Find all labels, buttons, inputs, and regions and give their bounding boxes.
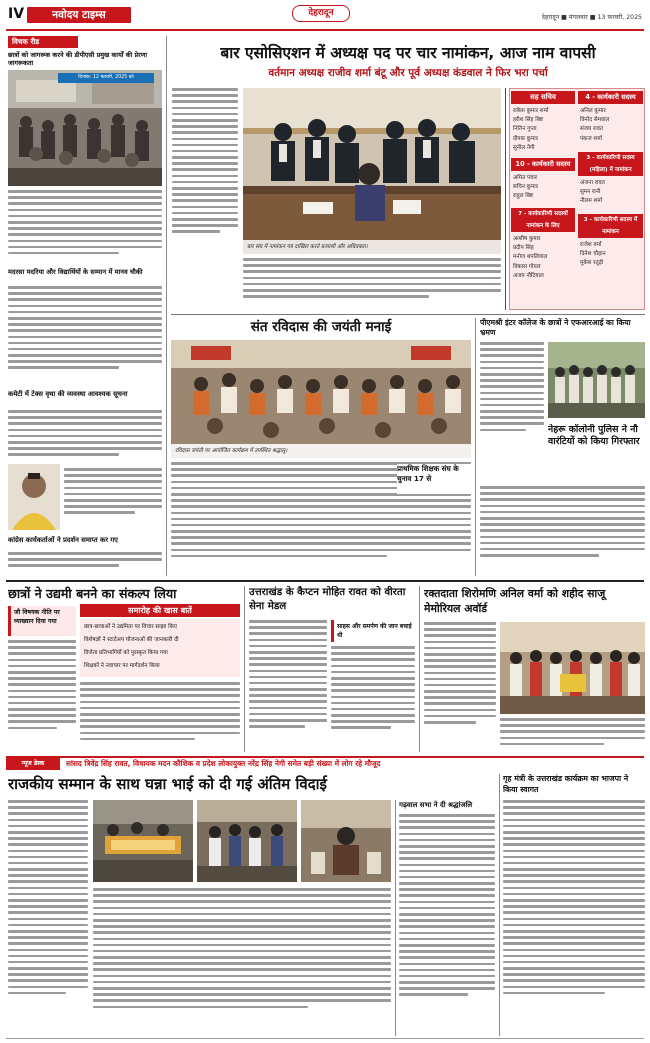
sidebar-box5-item: विकास गोयल bbox=[513, 263, 541, 270]
pm-school-body bbox=[480, 342, 544, 452]
sidebar-box2-item: पंकज शर्मा bbox=[580, 135, 602, 142]
prathamik-box bbox=[397, 464, 473, 494]
nehru-body bbox=[480, 486, 645, 574]
lead-body-bottom bbox=[243, 258, 501, 310]
sidebar-box3-title: 10 - कार्यकारी सदस्य bbox=[511, 158, 575, 171]
sidebar-box6-title: 3 - कार्यकारिणी सदस्य में नामांकन bbox=[578, 214, 643, 238]
sidebar-box5-item: मनोज थपलियाल bbox=[513, 254, 548, 261]
funeral-headline: राजकीय सम्मान के साथ घन्ना भाई को दी गई अंतिम विदाई bbox=[8, 775, 327, 793]
sidebar-box6-item: दिनेश चौहान bbox=[580, 251, 606, 258]
students-sub-box bbox=[8, 606, 76, 636]
funeral-divider bbox=[395, 800, 396, 1036]
lead-sidebar-divider bbox=[505, 88, 506, 310]
sidebar-box2-title: 4 - कार्यकारी सदस्य bbox=[578, 91, 643, 104]
bottom-divider-1 bbox=[244, 586, 245, 752]
samaroh-item: विशेषज्ञों ने स्टार्टअप योजनाओं की जानकारी दी bbox=[84, 637, 179, 643]
news-strip-label-text: न्यूज डेस्क bbox=[21, 760, 45, 767]
right-bottom-headline: गृह मंत्री के उत्तराखंड कार्यक्रम का भाजपा ने किया स्वागत bbox=[503, 774, 629, 794]
column-label bbox=[8, 36, 78, 48]
students-group-photo bbox=[548, 342, 645, 418]
sidebar-box4-title: 3 - कार्यकारिणी सदस्य (महिला) में नामांकन bbox=[578, 152, 643, 176]
sidebar-box1-item: हरीश सिंह बिष्ट bbox=[513, 117, 544, 124]
lead-photo-art bbox=[243, 88, 501, 254]
left-story-4-body bbox=[64, 468, 162, 530]
samaroh-list bbox=[80, 619, 240, 677]
sidebar-box2-list bbox=[580, 107, 642, 147]
funeral-photo-3-art bbox=[301, 800, 391, 882]
sidebar-box4-item: अंजना रावत bbox=[580, 180, 605, 186]
funeral-photo-1 bbox=[93, 800, 193, 882]
news-strip-text: सांसद त्रिवेंद्र सिंह रावत, विधायक मदन कौशिक व प्रदेश लोकायुक्त नरेंद्र सिंह नेगी समेत बड़ी संख्या में लोग रहे मौजूद bbox=[66, 759, 381, 768]
left-story-3-headline: कमेटी में टेक्स वृथा की व्यवस्था आवश्यक सूचना bbox=[8, 390, 128, 398]
news-strip-label bbox=[6, 758, 60, 770]
sidebar-box3-list bbox=[513, 174, 575, 204]
sidebar-box6-list bbox=[580, 241, 642, 271]
protest-photo-art bbox=[8, 70, 162, 186]
ravidas-headline: संत रविदास की जयंती मनाई bbox=[250, 319, 392, 335]
anil-body-2 bbox=[500, 718, 645, 750]
samaroh-item: शिक्षकों ने नवाचार पर मार्गदर्शन किया bbox=[84, 663, 160, 669]
masthead bbox=[0, 0, 650, 30]
gazette-headline: गढ़वाल सभा ने दी श्रद्धांजलि bbox=[399, 801, 473, 809]
uttarakhand-headline: उत्तराखंड के कैप्टन मोहित रावत को वीरता सेना मेडल bbox=[249, 587, 406, 612]
lead-photo bbox=[243, 88, 501, 254]
award-photo bbox=[500, 622, 645, 714]
city-name: देहरादून bbox=[308, 8, 334, 18]
funeral-body-2 bbox=[93, 888, 391, 1036]
news-strip bbox=[6, 756, 644, 770]
left-story-2-headline: मदरसा मदरिया और विद्यार्थियों के सम्मान में मानव चौकी bbox=[8, 268, 143, 276]
funeral-photo-2 bbox=[197, 800, 297, 882]
lead-headline: बार एसोसिएशन में अध्यक्ष पद पर चार नामांकन, आज नाम वापसी bbox=[220, 44, 596, 62]
sidebar-box1-title: सह सचिव bbox=[511, 91, 575, 104]
sidebar-box4-item: नीलम शर्मा bbox=[580, 198, 603, 205]
protest-photo bbox=[8, 70, 162, 186]
sidebar-box3-item: अमित पंवार bbox=[513, 175, 538, 181]
left-story-1-body bbox=[8, 190, 162, 266]
samaroh-item: छात्र-छात्राओं ने उद्यमिता पर विचार साझा किए bbox=[84, 624, 177, 630]
funeral-photo-3 bbox=[301, 800, 391, 882]
lead-photo-caption: बार संघ में नामांकन पत्र दाखिल करते प्रत्याशी और अधिवक्ता। bbox=[247, 244, 368, 250]
sidebar-box2-item: अनिल कुमार bbox=[580, 108, 606, 114]
mid-divider bbox=[475, 318, 476, 576]
lead-bottom-rule bbox=[171, 314, 645, 315]
date-line: देहरादून ■ मंगलवार ■ 13 फरवरी, 2025 bbox=[541, 14, 642, 21]
sidebar-box6-item: मुकेश रतूड़ी bbox=[580, 260, 604, 267]
portrait-photo bbox=[8, 464, 60, 530]
students-body-2 bbox=[80, 682, 240, 750]
left-headline: छात्रों को जागरूक करने की डीपीएसी प्रमुख कार्यों की प्रेरणा जागरूकता bbox=[8, 51, 147, 67]
ravidas-photo bbox=[171, 340, 471, 458]
right-bottom-body bbox=[503, 800, 645, 1036]
uttarakhand-body-1 bbox=[249, 620, 327, 750]
samaroh-item: विजेता प्रतिभागियों को पुरस्कृत किया गया bbox=[84, 650, 168, 656]
prathamik-headline: प्राथमिक शिक्षक संघ के चुनाव 17 से bbox=[397, 464, 459, 483]
sidebar-box2-item: विनोद सेमवाल bbox=[580, 117, 610, 124]
left-story-3-body bbox=[8, 410, 162, 468]
sidebar-box5-list bbox=[513, 235, 575, 283]
lead-body-col-1 bbox=[172, 88, 238, 260]
anil-body bbox=[424, 622, 496, 750]
students-headline: छात्रों ने उद्यमी बनने का संकल्प लिया bbox=[8, 586, 177, 601]
masthead-rule bbox=[6, 29, 644, 31]
portrait-art bbox=[8, 464, 60, 530]
ravidas-photo-caption: रविदास जयंती पर आयोजित कार्यक्रम में उपस्थित श्रद्धालु। bbox=[175, 448, 288, 454]
funeral-photo-1-art bbox=[93, 800, 193, 882]
sidebar-box4-item: सुमन रानी bbox=[580, 189, 601, 196]
nehru-headline: नेहरू कॉलोनी पुलिस ने नौ वारंटियों को किया गिरफ्तार bbox=[548, 424, 640, 447]
sidebar-box1-list bbox=[513, 107, 575, 155]
left-column-divider bbox=[166, 36, 167, 576]
mid-bottom-rule bbox=[6, 580, 644, 582]
left-story-4-more bbox=[8, 552, 162, 576]
uttarakhand-inset-text: साहस और समर्पण की जान बचाई थी bbox=[337, 623, 412, 639]
sidebar-box1-item: नितिन गुप्ता bbox=[513, 126, 537, 133]
bottom-divider-2 bbox=[419, 586, 420, 752]
sidebar-box6-item: राजेश वर्मा bbox=[580, 242, 602, 248]
brand-logo bbox=[27, 7, 131, 23]
pm-school-headline: पीएमश्री इंटर कॉलेज के छात्रों ने एफआरआई का किया भ्रमण bbox=[480, 318, 631, 337]
sidebar-box5-item: आशीष कुमार bbox=[513, 236, 541, 242]
left-column bbox=[8, 36, 162, 576]
gazette-body bbox=[399, 814, 495, 1036]
column-label-text: विचक रीड bbox=[12, 37, 40, 46]
funeral-body-1 bbox=[8, 800, 88, 1036]
left-story-2-body bbox=[8, 286, 162, 388]
students-subheadline: जौ विषयक नीति पर व्याख्यान दिया गया bbox=[14, 609, 60, 625]
sidebar-box4-list bbox=[580, 179, 642, 209]
ravidas-photo-art bbox=[171, 340, 471, 458]
uttarakhand-inset bbox=[331, 620, 415, 642]
sidebar-box3-item: राहुल बिष्ट bbox=[513, 193, 534, 200]
sidebar-box5-item: अजय नौटियाल bbox=[513, 272, 544, 279]
anil-headline: रक्तदाता शिरोमणि अनिल वर्मा को शहीद साजू मेमोरियल अवॉर्ड bbox=[424, 587, 606, 615]
photo-banner-text: दिनांक: 12 फरवरी, 2025 को bbox=[78, 75, 134, 80]
page-number: IV bbox=[8, 6, 25, 22]
sidebar-box5-title: 7 - कार्यकारिणी सदस्यों नामांकन के लिए bbox=[511, 208, 575, 232]
brand-name: नवोदय टाइम्स bbox=[52, 9, 106, 21]
sidebar-box1-item: सुनील नेगी bbox=[513, 144, 535, 151]
samaroh-title: समारोह की खास बातें bbox=[80, 604, 240, 617]
sidebar-box5-item: प्रदीप सिंह bbox=[513, 245, 534, 252]
sidebar-box3-item: सचिन कुमार bbox=[513, 184, 539, 191]
city-label bbox=[292, 5, 350, 22]
right-bottom-divider bbox=[499, 774, 500, 1036]
award-photo-art bbox=[500, 622, 645, 714]
sidebar-box1-item: राकेश कुमार शर्मा bbox=[513, 108, 549, 114]
uttarakhand-body-2 bbox=[331, 646, 415, 750]
sidebar-box2-item: संजय रावत bbox=[580, 126, 603, 133]
page-bottom-rule bbox=[6, 1038, 644, 1039]
sidebar-box1-item: दीपक कुमार bbox=[513, 135, 539, 142]
funeral-photo-2-art bbox=[197, 800, 297, 882]
students-group-art bbox=[548, 342, 645, 418]
students-body bbox=[8, 640, 76, 750]
photo-banner bbox=[58, 73, 154, 83]
lead-subheadline: वर्तमान अध्यक्ष राजीव शर्मा बंटू और पूर्व अध्यक्ष कंडवाल ने फिर भरा पर्चा bbox=[268, 67, 548, 79]
left-story-4-headline: कांग्रेस कार्यकर्ताओं ने प्रदर्शन समाप्त कर गए bbox=[8, 536, 118, 544]
